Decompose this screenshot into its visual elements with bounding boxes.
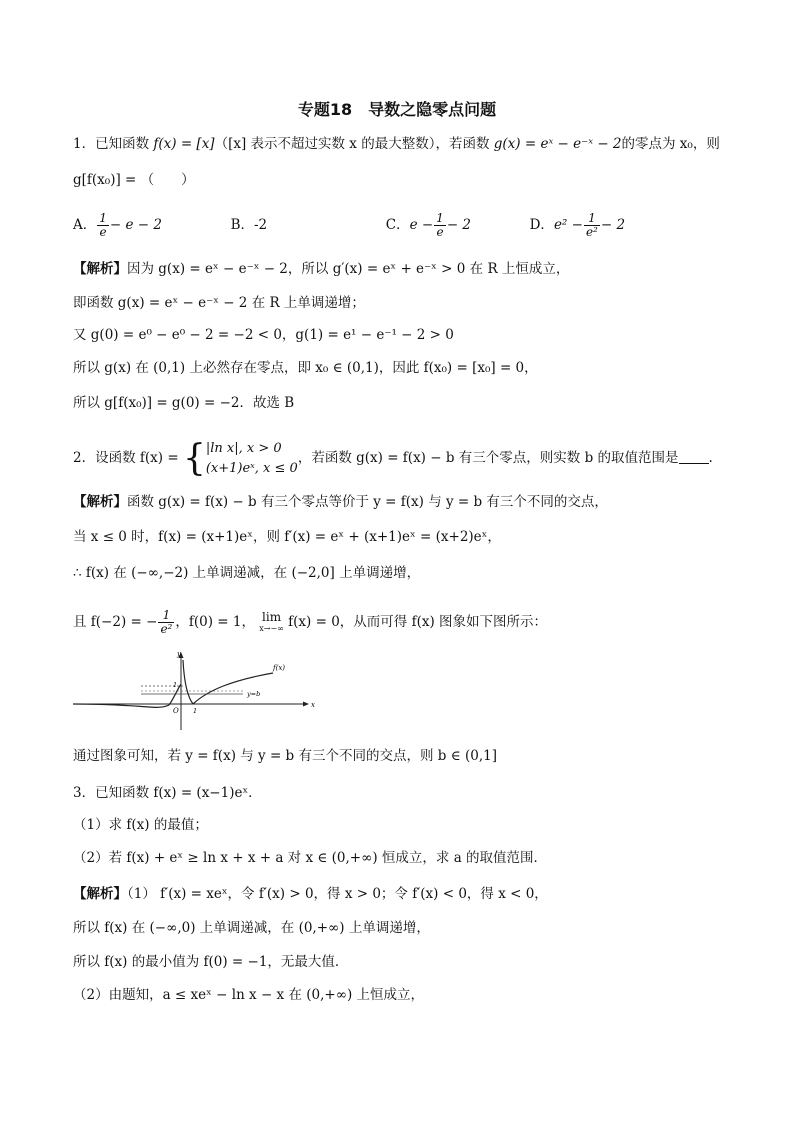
y-b-label: y=b — [247, 690, 261, 698]
q3-part2: （2）若 f(x) + eˣ ≥ ln x + x + a 对 x ∈ (0,+∞) 恒成立，求 a 的取值范围． — [73, 850, 548, 866]
sol3-line3: 所以 f(x) 的最小值为 f(0) = −1，无最大值． — [73, 954, 349, 970]
sol2-line5: 通过图象可知，若 y = f(x) 与 y = b 有三个不同的交点，则 b ∈ (0,1] — [73, 748, 498, 764]
origin-label: O — [173, 707, 179, 715]
option-c[interactable]: C．e − $\frac{1}{e}$ − 2 — [385, 211, 472, 239]
q1-ask: g[f(x₀)] = （ ） — [73, 172, 195, 188]
q3-part1: （1）求 f(x) 的最值； — [73, 817, 208, 833]
sol1-line4: 所以 g(x) 在 (0,1) 上必然存在零点，即 x₀ ∈ (0,1)，因此 f(x₀) = [x₀] = 0， — [73, 360, 538, 376]
solution-tag: 【解析】 — [73, 261, 127, 277]
sol3-line4: （2）由题知，a ≤ xeˣ − ln x − x 在 (0,+∞) 上恒成立， — [73, 987, 425, 1003]
sol2-line2: 当 x ≤ 0 时，f(x) = (x+1)eˣ，则 f′(x) = eˣ + (x+1)eˣ = (x+2)eˣ， — [73, 529, 501, 545]
sol3-line1: 【解析】（1） f′(x) = xeˣ，令 f′(x) > 0，得 x > 0；令 f′(x) < 0，得 x < 0， — [73, 886, 548, 902]
y-label: y — [177, 650, 181, 658]
x-label: x — [311, 701, 315, 709]
f-label: f(x) — [273, 664, 286, 672]
sol1-line3: 又 g(0) = e⁰ − e⁰ − 2 = −2 < 0，g(1) = e¹ − e⁻¹ − 2 > 0 — [73, 327, 454, 343]
sol2-line4: 且 f(−2) = − $\frac{1}{\text{e²}}$ ，f(0) = 1， lim x→−∞ f(x) = 0，从而可得 f(x) 图象如下图所示： — [73, 608, 548, 636]
f-right-branch-near — [183, 660, 193, 704]
answer-blank[interactable] — [679, 449, 709, 464]
q1-stem: 1．已知函数 f(x) = [x]（[x] 表示不超过实数 x 的最大整数），若函数 g(x) = eˣ − e⁻ˣ − 2的零点为 x₀，则 — [73, 136, 720, 152]
function-graph — [73, 650, 323, 732]
left-brace: { — [182, 437, 206, 479]
option-b[interactable]: B．-2 — [230, 217, 268, 233]
sol1-line5: 所以 g[f(x₀)] = g(0) = −2．故选 B — [73, 395, 295, 411]
q2-number: 2． — [73, 450, 96, 466]
f-right-branch-far — [193, 673, 273, 704]
sol1-line2: 即函数 g(x) = eˣ − e⁻ˣ − 2 在 R 上单调递增； — [73, 295, 365, 311]
q1-number: 1． — [73, 136, 96, 152]
q2-stem: 2．设函数 f(x) = { |ln x|, x > 0 (x+1)eˣ, x ≤ 0 ，若函数 g(x) = f(x) − b 有三个零点，则实数 b 的取值范围是 . — [73, 437, 713, 479]
x-one-label: 1 — [193, 707, 198, 715]
sol3-line2: 所以 f(x) 在 (−∞,0) 上单调递减，在 (0,+∞) 上单调递增， — [73, 920, 430, 936]
y-one-label: 1 — [173, 681, 178, 689]
option-d[interactable]: D．e² − $\frac{1}{\text{e²}}$ − 2 — [529, 211, 626, 239]
q1-options — [73, 212, 625, 239]
option-a[interactable]: A． $\frac{1}{e}$ − e − 2 — [73, 211, 162, 239]
q3-stem: 3．已知函数 f(x) = (x−1)eˣ． — [73, 785, 262, 801]
sol2-line1: 【解析】函数 g(x) = f(x) − b 有三个零点等价于 y = f(x) 与 y = b 有三个不同的交点， — [73, 494, 608, 510]
x-axis-arrow — [303, 702, 309, 707]
q1-f-def: f(x) = [x] — [153, 136, 215, 152]
page-title: 专题18 导数之隐零点问题 — [297, 100, 497, 119]
sol1-line1: 【解析】因为 g(x) = eˣ − e⁻ˣ − 2，所以 g′(x) = eˣ + e⁻ˣ > 0 在 R 上恒成立， — [73, 261, 570, 277]
piecewise-cases: |ln x|, x > 0 (x+1)eˣ, x ≤ 0 — [205, 440, 298, 476]
q1-g-def: g(x) = eˣ − e⁻ˣ − 2 — [493, 136, 622, 152]
sol2-line3: ∴ f(x) 在 (−∞,−2) 上单调递减，在 (−2,0] 上单调递增， — [73, 565, 421, 581]
